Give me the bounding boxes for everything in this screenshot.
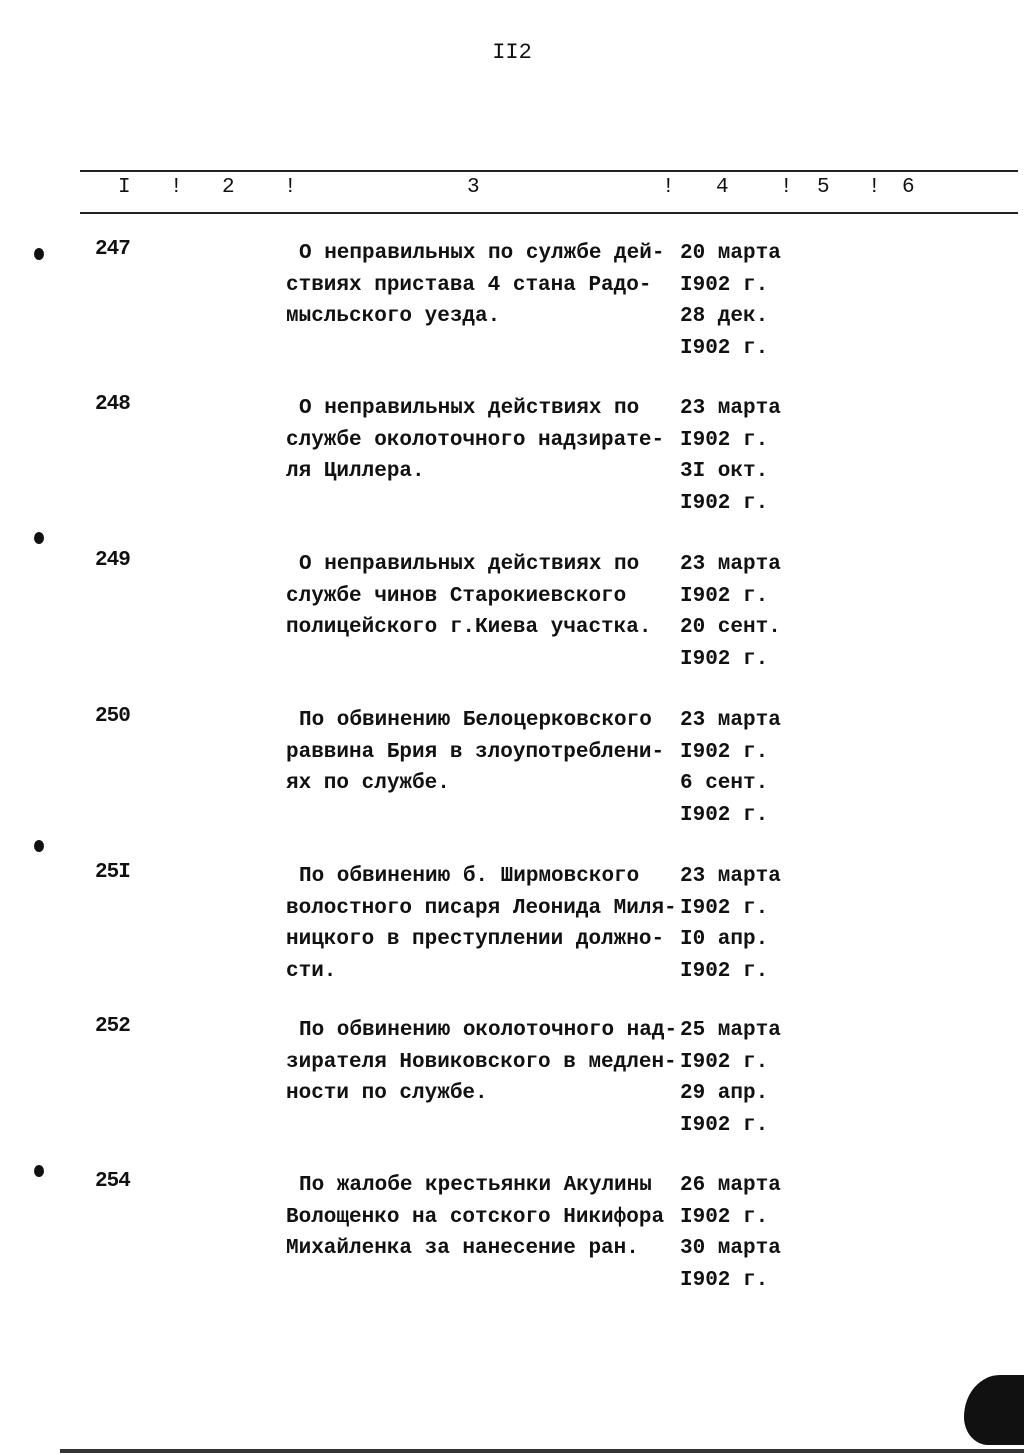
date-line: I902 г. (680, 1268, 769, 1292)
date-line: I902 г. (680, 584, 769, 608)
corner-blot (964, 1375, 1024, 1445)
case-description (286, 238, 664, 333)
case-description (286, 705, 664, 800)
punch-hole (34, 1165, 44, 1177)
description-line: сти. (286, 959, 337, 983)
description-line: По обвинению околоточного над- (299, 1019, 678, 1042)
date-line: 23 марта (680, 865, 781, 888)
description-line: мысльского уезда. (286, 305, 501, 328)
date-line: I902 г. (680, 428, 769, 452)
header-col-2: 2 (222, 176, 235, 199)
case-number: 254 (95, 1170, 130, 1193)
punch-hole (34, 248, 44, 260)
date-line: 28 дек. (680, 305, 769, 328)
case-dates (680, 705, 781, 831)
date-line: 26 марта (680, 1174, 781, 1197)
case-dates (680, 238, 781, 364)
description-line: По обвинению Белоцерковского (299, 709, 652, 732)
description-line: раввина Брия в злоупотреблени- (286, 740, 665, 764)
date-line: I902 г. (680, 803, 769, 827)
header-sep: ! (780, 176, 793, 199)
date-line: 23 марта (680, 397, 781, 420)
date-line: I902 г. (680, 896, 769, 920)
description-line: волостного писаря Леонида Миля- (286, 896, 677, 920)
header-sep: ! (662, 176, 675, 199)
list-item (0, 1170, 1024, 1300)
case-number: 248 (95, 393, 130, 416)
case-description (286, 549, 651, 644)
description-line: Волощенко на сотского Никифора (286, 1205, 665, 1229)
case-dates (680, 1015, 781, 1141)
header-col-3: 3 (467, 176, 480, 199)
list-item (0, 549, 1024, 679)
case-description (286, 1170, 664, 1265)
header-col-5: 5 (817, 176, 830, 199)
date-line: I902 г. (680, 491, 769, 515)
case-number: 249 (95, 549, 130, 572)
description-line: О неправильных действиях по (299, 397, 640, 420)
case-description (286, 1015, 677, 1110)
case-number: 25I (95, 861, 130, 884)
description-line: ности по службе. (286, 1082, 488, 1105)
date-line: I902 г. (680, 1050, 769, 1074)
list-item (0, 238, 1024, 368)
header-col-1: I (118, 176, 131, 199)
header-col-4: 4 (716, 176, 729, 199)
punch-hole (34, 532, 44, 544)
description-line: По обвинению б. Ширмовского (299, 865, 640, 888)
description-line: службе чинов Старокиевского (286, 584, 627, 608)
description-line: зирателя Новиковского в медлен- (286, 1050, 677, 1074)
header-col-6: 6 (902, 176, 915, 199)
case-dates (680, 393, 781, 519)
header-sep: ! (170, 176, 183, 199)
date-line: 23 марта (680, 709, 781, 732)
case-number: 247 (95, 238, 130, 261)
date-line: I902 г. (680, 647, 769, 671)
case-number: 252 (95, 1015, 130, 1038)
date-line: 6 сент. (680, 772, 769, 795)
description-line: О неправильных по сулжбе дей- (299, 242, 665, 265)
date-line: 29 апр. (680, 1082, 769, 1105)
date-line: 25 марта (680, 1019, 781, 1042)
date-line: I0 апр. (680, 928, 769, 951)
case-dates (680, 861, 781, 987)
case-number: 250 (95, 705, 130, 728)
case-description (286, 393, 664, 488)
date-line: 20 сент. (680, 616, 781, 639)
date-line: I902 г. (680, 336, 769, 360)
header-sep: ! (284, 176, 297, 199)
description-line: ях по службе. (286, 772, 450, 795)
description-line: Михайленка за нанесение ран. (286, 1237, 639, 1260)
date-line: I902 г. (680, 1113, 769, 1137)
case-dates (680, 549, 781, 675)
description-line: ля Циллера. (286, 460, 425, 483)
description-line: ствиях пристава 4 стана Радо- (286, 273, 652, 297)
description-line: По жалобе крестьянки Акулины (299, 1174, 652, 1197)
header-top-rule (80, 170, 1018, 172)
description-line: О неправильных действиях по (299, 553, 640, 576)
description-line: службе околоточного надзирате- (286, 428, 665, 452)
bottom-edge (60, 1449, 1024, 1453)
punch-hole (34, 840, 44, 852)
date-line: 20 марта (680, 242, 781, 265)
date-line: I902 г. (680, 959, 769, 983)
date-line: 3I окт. (680, 460, 769, 483)
date-line: 30 марта (680, 1237, 781, 1260)
case-dates (680, 1170, 781, 1296)
date-line: I902 г. (680, 273, 769, 297)
date-line: I902 г. (680, 740, 769, 764)
list-item (0, 705, 1024, 835)
list-item (0, 1015, 1024, 1145)
date-line: I902 г. (680, 1205, 769, 1229)
header-bottom-rule (80, 212, 1018, 214)
date-line: 23 марта (680, 553, 781, 576)
list-item (0, 861, 1024, 991)
list-item (0, 393, 1024, 523)
description-line: ницкого в преступлении должно- (286, 928, 665, 951)
header-sep: ! (868, 176, 881, 199)
page-number: II2 (492, 40, 532, 65)
case-description (286, 861, 677, 987)
description-line: полицейского г.Киева участка. (286, 616, 652, 639)
